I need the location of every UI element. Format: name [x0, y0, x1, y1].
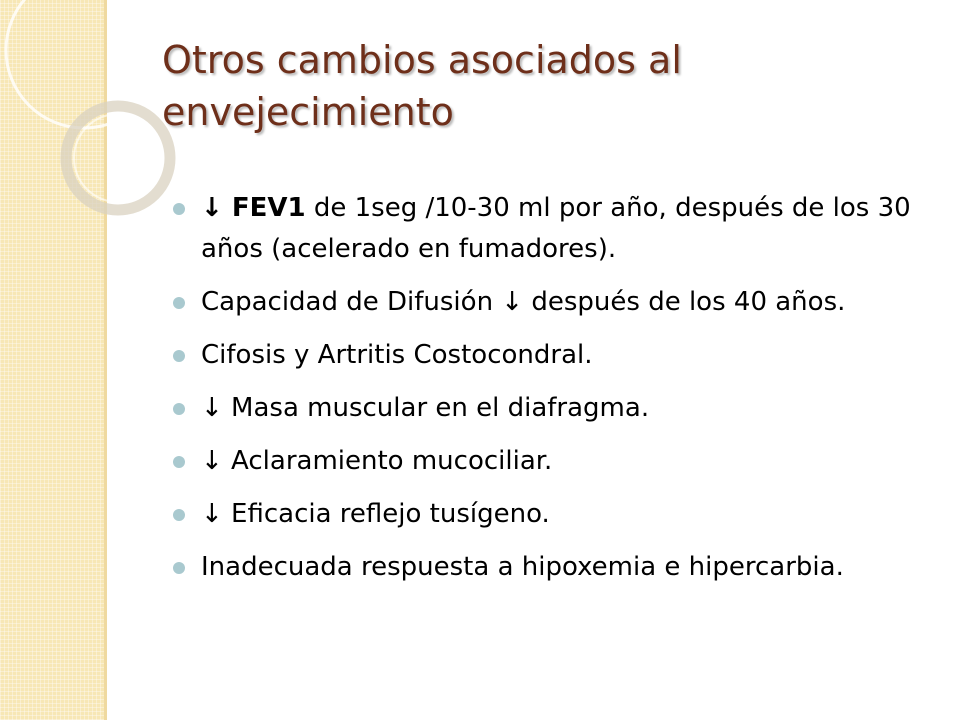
bullet-dot-icon: [173, 297, 185, 309]
bullet-bold-lead: ↓ FEV1: [201, 193, 306, 223]
list-item: [170, 282, 940, 323]
list-item: [170, 494, 940, 535]
bullet-text: ↓ Eficacia reflejo tusígeno.: [201, 499, 550, 529]
bullet-text: Inadecuada respuesta a hipoxemia e hipercarbia.: [201, 552, 844, 582]
bullet-text: ↓ Aclaramiento mucociliar.: [201, 446, 553, 476]
bullet-dot-icon: [173, 562, 185, 574]
bullet-dot-icon: [173, 509, 185, 521]
list-item: [170, 388, 940, 429]
list-item: [170, 335, 940, 376]
bullet-text: de 1seg /10-30 ml por año, después de los 30 años (acelerado en fumadores).: [201, 193, 911, 264]
bullet-dot-icon: [173, 203, 185, 215]
list-item: [170, 547, 940, 588]
list-item: [170, 188, 940, 270]
bullet-text: ↓ Masa muscular en el diafragma.: [201, 393, 650, 423]
bullet-text: Cifosis y Artritis Costocondral.: [201, 340, 593, 370]
bullet-list: [170, 188, 940, 600]
bullet-dot-icon: [173, 403, 185, 415]
bullet-dot-icon: [173, 350, 185, 362]
slide-title: Otros cambios asociados al envejecimiento: [162, 38, 682, 134]
bullet-dot-icon: [173, 456, 185, 468]
list-item: [170, 441, 940, 482]
bullet-text: Capacidad de Difusión ↓ después de los 40 años.: [201, 287, 846, 317]
